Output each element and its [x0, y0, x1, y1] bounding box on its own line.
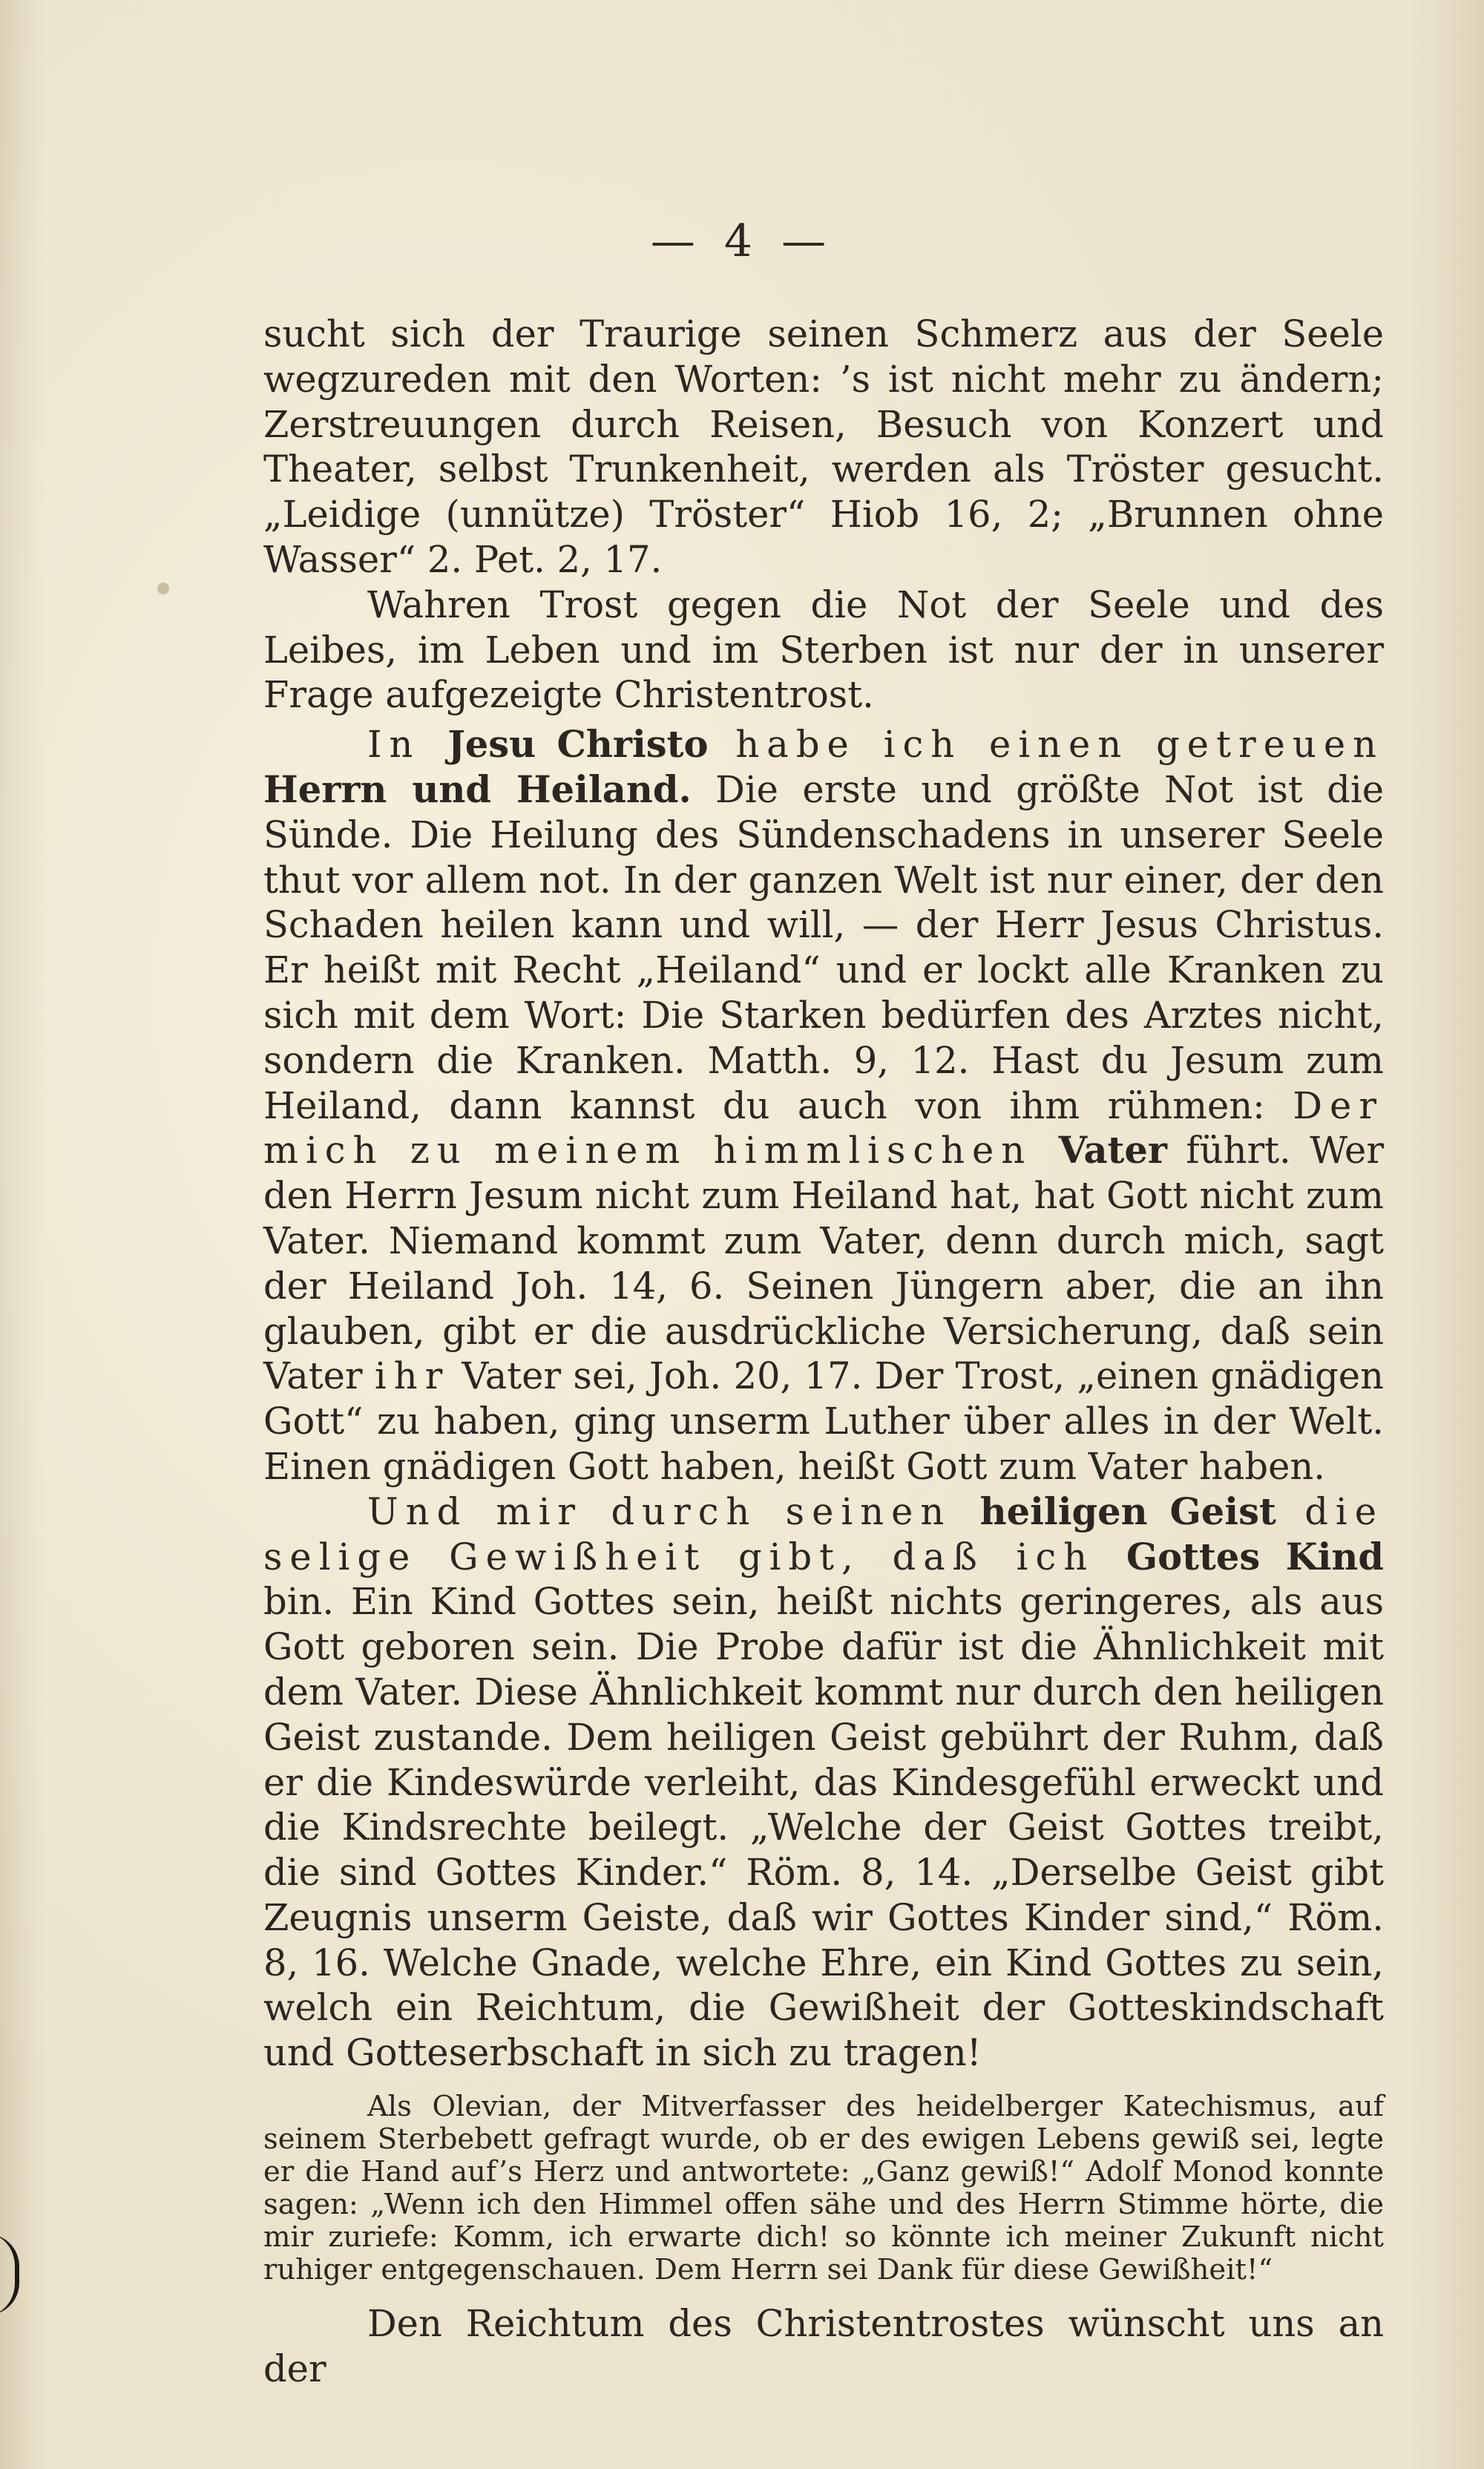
- p4-spaced-lead: Und mir durch seinen: [367, 1489, 980, 1533]
- binding-bracket-mark: [0, 2234, 19, 2315]
- paragraph-5: Den Reichtum des Christentrostes wünscht uns an der: [263, 2302, 1384, 2390]
- paragraph-3: [263, 722, 1384, 1489]
- p3-spaced-quote: Der mich zu meinem himmlischen: [263, 1083, 1384, 1173]
- p3-body-2: Wer den Herrn Jesum nicht zum Heiland hat, hat Gott nicht zum Vater. Niemand kommt zum Vater, denn durch mich, sagt der Heiland Joh. 14, 6. Seinen Jüngern aber, die an ihn glauben, gibt er die ausdrückliche Versicherung, daß sein Vater: [263, 1129, 1384, 1398]
- p3-spaced-ihr: ihr: [374, 1354, 450, 1398]
- paragraph-4: [263, 1489, 1384, 2076]
- paper-stain: [157, 583, 169, 594]
- p3-body-3: Vater sei, Joh. 20, 17. Der Trost, „einen gnädigen Gott“ zu haben, ging unserm Luther über alles in der Welt. Einen gnädigen Gott haben, heißt Gott zum Vater haben.: [263, 1354, 1384, 1488]
- p3-spaced-phrase: habe ich einen getreuen: [708, 723, 1384, 767]
- p3-body: Die erste und größte Not ist die Sünde. Die Heilung des Sündenschadens in unserer Seele thut vor allem not. In der ganzen Welt ist nur einer, der den Schaden heilen kann und will, — der Herr Jesus Christus. Er heißt mit Recht „Heiland“ und er lockt alle Kranken zu sich mit dem Wort: Die Starken bedürfen des Arztes nicht, sondern die Kranken. Matth. 9, 12. Hast du Jesum zum Heiland, dann kannst du auch von ihm rühmen:: [263, 767, 1384, 1127]
- p4-body: bin. Ein Kind Gottes sein, heißt nichts geringeres, als aus Gott geboren sein. Die Probe dafür ist die Ähnlichkeit mit dem Vater. Diese Ähnlichkeit kommt nur durch den heiligen Geist zustande. Dem heiligen Geist gebührt der Ruhm, daß er die Kindeswürde verleiht, das Kindesgefühl erweckt und die Kindsrechte beilegt. „Welche der Geist Gottes treibt, die sind Gottes Kinder.“ Röm. 8, 14. „Derselbe Geist gibt Zeugnis unserm Geiste, daß wir Gottes Kinder sind,“ Röm. 8, 16. Welche Gnade, welche Ehre, ein Kind Gottes zu sein, welch ein Reichtum, die Gewißheit der Gotteskindschaft und Gotteserbschaft in sich zu tragen!: [263, 1580, 1384, 2075]
- paragraph-2: Wahren Trost gegen die Not der Seele und des Leibes, im Leben und im Sterben ist nur der in unserer Frage aufgezeigte Christentrost.: [263, 583, 1384, 717]
- p4-emphasis-heiligen-geist: heiligen Geist: [979, 1489, 1276, 1533]
- p3-emphasis-jesu-christo: Jesu Christo: [447, 723, 709, 767]
- paragraph-1: sucht sich der Traurige seinen Schmerz aus der Seele wegzureden mit den Worten: ’s ist nicht mehr zu ändern; Zerstreuungen durch Reisen, Besuch von Konzert und Theater, selbst Trunkenheit, werden als Tröster gesucht. „Leidige (unnütze) Tröster“ Hiob 16, 2; „Brunnen ohne Wasser“ 2. Pet. 2, 17.: [263, 312, 1384, 581]
- p3-emphasis-herrn-heiland: Herrn und Heiland.: [263, 767, 692, 811]
- p4-spaced-phrase: die selige Gewißheit gibt, daß ich: [263, 1489, 1384, 1578]
- p3-quote-end: führt.: [1166, 1129, 1291, 1173]
- footnote-paragraph: Als Olevian, der Mitverfasser des heidelberger Katechismus, auf seinem Sterbebett gefragt wurde, ob er des ewigen Lebens gewiß sei, legte er die Hand auf’s Herz und antwortete: „Ganz gewiß!“ Adolf Monod konnte sagen: „Wenn ich den Himmel offen sähe und des Herrn Stimme hörte, die mir zuriefe: Komm, ich erwarte dich! so könnte ich meiner Zukunft nicht ruhiger entgegenschauen. Dem Herrn sei Dank für diese Gewißheit!“: [263, 2090, 1384, 2287]
- p3-lead: In: [367, 723, 448, 767]
- p3-emphasis-vater: Vater: [1058, 1129, 1167, 1173]
- body-text: [263, 312, 1384, 2392]
- page-number: — 4 —: [650, 215, 834, 267]
- p4-emphasis-gottes-kind: Gottes Kind: [1126, 1535, 1384, 1578]
